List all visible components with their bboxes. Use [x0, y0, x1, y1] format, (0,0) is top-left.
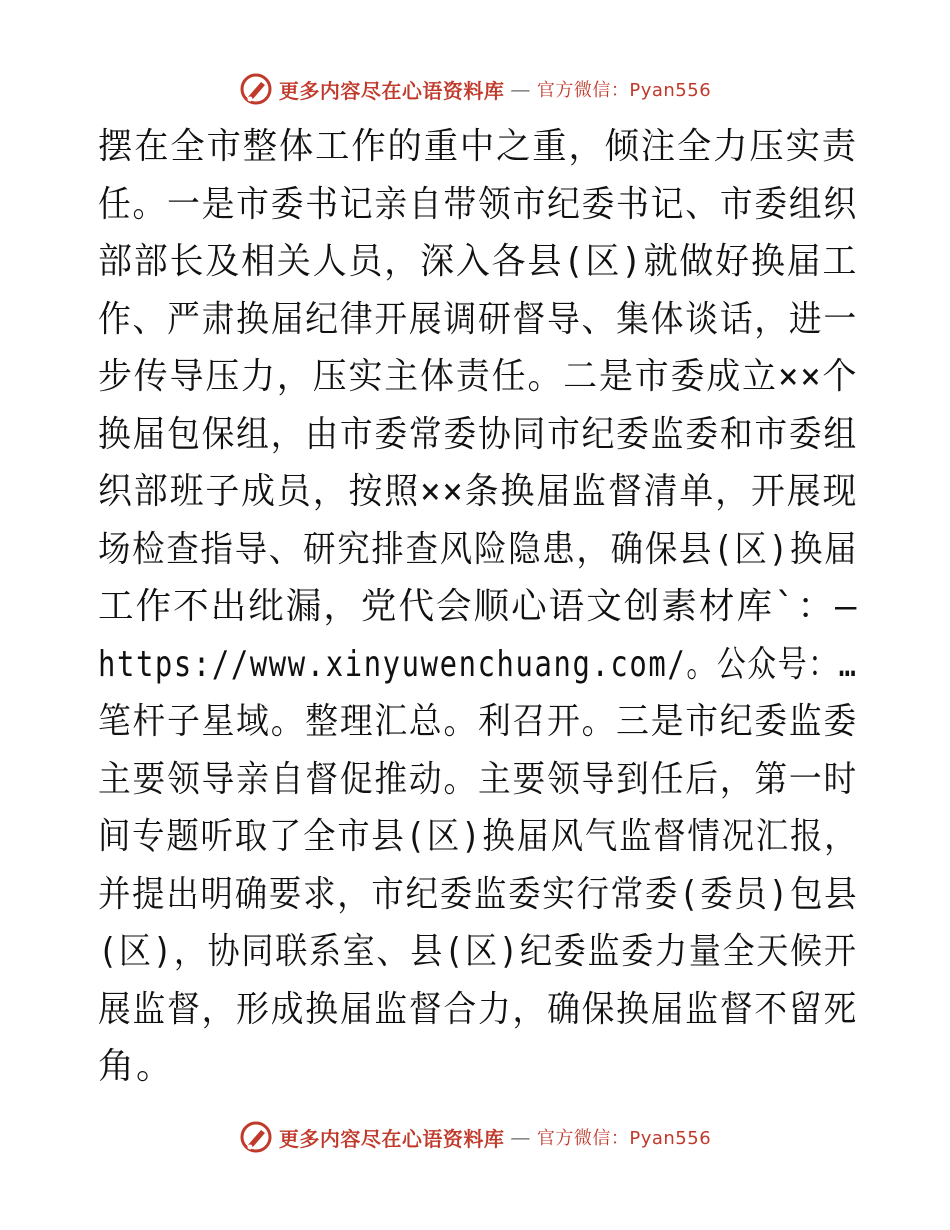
body-line-3: 部部长及相关人员，深入各县(区)就做好换届工 — [98, 241, 859, 282]
body-line-6: 换届包保组，由市委常委协同市纪委监委和市委组 — [98, 413, 859, 455]
body-line-10[interactable]: https://www.xinyuwenchuang.com/。公众号：… — [98, 643, 858, 685]
banner-dash: — — [510, 77, 531, 101]
body-line-11: 笔杆子星域。整理汇总。利召开。三是市纪委监委 — [98, 701, 859, 742]
pen-nib-circle-icon — [239, 1120, 273, 1154]
banner-wechat-text: 官方微信：Pyan556 — [536, 1128, 712, 1149]
banner-main-text: 更多内容尽在心语资料库 — [278, 1126, 505, 1151]
body-line-1: 摆在全市整体工作的重中之重，倾注全力压实责 — [98, 126, 859, 167]
body-line-2: 任。一是市委书记亲自带领市纪委书记、市委组织 — [98, 183, 859, 225]
footer-banner — [0, 1120, 950, 1154]
body-line-5: 步传导压力，压实主体责任。二是市委成立××个 — [98, 356, 859, 397]
body-line-9: 工作不出纰漏，党代会顺心语文创素材库`：— — [98, 586, 859, 627]
body-line-14: 并提出明确要求，市纪委监委实行常委(委员)包县 — [98, 873, 859, 915]
body-line-12: 主要领导亲自督促推动。主要领导到任后，第一时 — [98, 758, 859, 800]
body-line-16: 展监督，形成换届监督合力，确保换届监督不留死 — [98, 988, 859, 1030]
body-line-7: 织部班子成员，按照××条换届监督清单，开展现 — [98, 471, 859, 512]
body-line-17: 角。 — [98, 1046, 175, 1087]
body-line-15: (区)，协同联系室、县(区)纪委监委力量全天候开 — [98, 931, 858, 972]
banner-wechat-text: 官方微信：Pyan556 — [536, 80, 712, 101]
banner-dash: — — [510, 1125, 531, 1149]
pen-nib-circle-icon — [239, 72, 273, 106]
body-line-8: 场检查指导、研究排查风险隐患，确保县(区)换届 — [98, 528, 859, 570]
body-line-13: 间专题听取了全市县(区)换届风气监督情况汇报， — [98, 816, 859, 857]
document-body — [98, 118, 858, 1096]
header-banner — [0, 72, 950, 106]
banner-main-text: 更多内容尽在心语资料库 — [278, 78, 505, 103]
body-line-4: 作、严肃换届纪律开展调研督导、集体谈话，进一 — [98, 298, 859, 340]
